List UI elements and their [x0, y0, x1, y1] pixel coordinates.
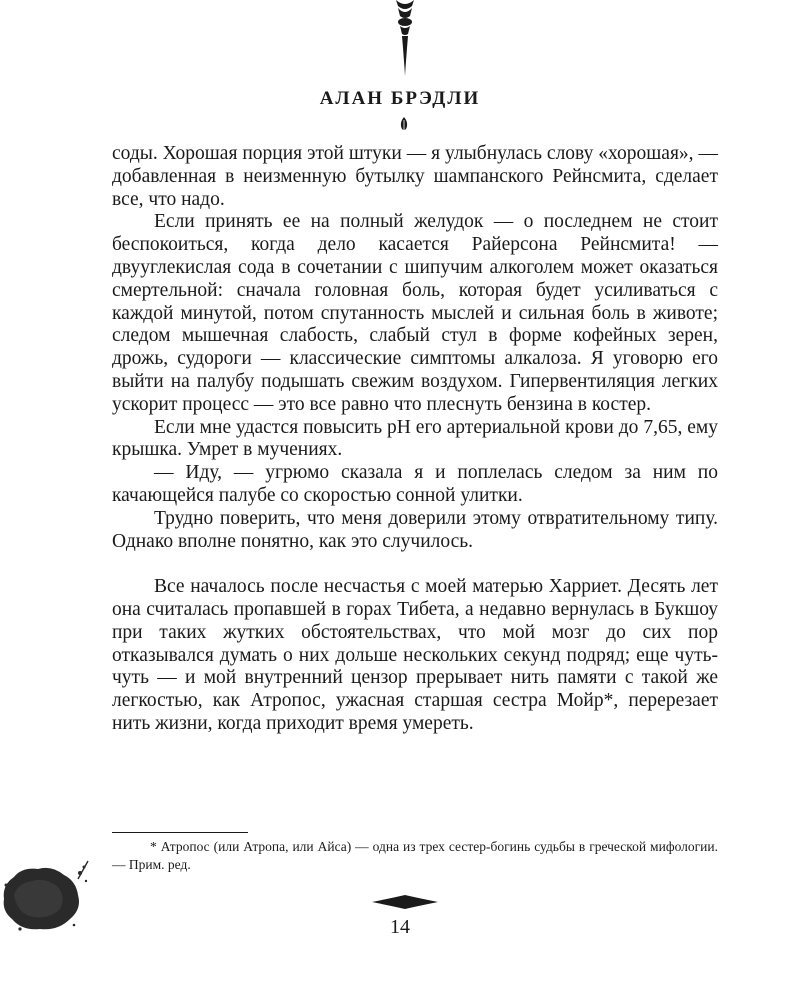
- section-break: [112, 553, 718, 576]
- page-number: 14: [390, 916, 410, 938]
- paragraph: Если мне удастся повысить pH его артериальной крови до 7,65, ему крышка. Умрет в мучениях.: [112, 416, 718, 461]
- paragraph: Если принять ее на полный желудок — о последнем не стоит беспокоиться, когда дело касается Райерсона Рейнсмита! — двууглекислая сода в сочетании с шипучим алкоголем может оказаться смертельной: сначала головная боль, которая будет усиливаться с каждой минутой, потом спутанность мыслей и сильная боль в животе; следом мышечная слабость, слабый стул в форме кофейных зерен, дрожь, судороги — классические симптомы алкалоза. Я уговорю его выйти на палубу подышать свежим воздухом. Гипервентиляция легких ускорит процесс — это все равно что плеснуть бензина в костер.: [112, 211, 718, 415]
- paragraph: Все началось после несчастья с моей матерью Харриет. Десять лет она считалась пропавшей в горах Тибета, а недавно вернулась в Букшоу при таких жутких обстоятельствах, что мой мозг до сих пор отказывался думать о них дольше нескольких секунд подряд; еще чуть-чуть — и мой внутренний цензор прерывает нить памяти с такой же легкостью, как Атропос, ужасная старшая сестра Мойр*, перерезает нить жизни, когда приходит время умереть.: [112, 576, 718, 734]
- paragraph: — Иду, — угрюмо сказала я и поплелась следом за ним по качающейся палубе со скоростью сонной улитки.: [112, 462, 718, 506]
- body-text: [112, 143, 718, 736]
- footnote-rule: [112, 832, 248, 833]
- leaf-ornament-icon: [396, 116, 412, 132]
- paragraph: Трудно поверить, что меня доверили этому отвратительному типу. Однако вполне понятно, как это случилось.: [112, 507, 718, 552]
- running-header-author: АЛАН БРЭДЛИ: [319, 88, 481, 109]
- diamond-ornament-icon: [372, 895, 438, 909]
- dagger-ornament-icon: [388, 0, 422, 80]
- footnote: [112, 838, 718, 874]
- paragraph: соды. Хорошая порция этой штуки — я улыбнулась слову «хорошая», — добавленная в неизменную бутылку шампанского Рейнсмита, сделает все, что надо.: [112, 143, 718, 210]
- footnote-text: * Атропос (или Атропа, или Айса) — одна из трех сестер-богинь судьбы в греческой мифологии. — Прим. ред.: [112, 839, 718, 872]
